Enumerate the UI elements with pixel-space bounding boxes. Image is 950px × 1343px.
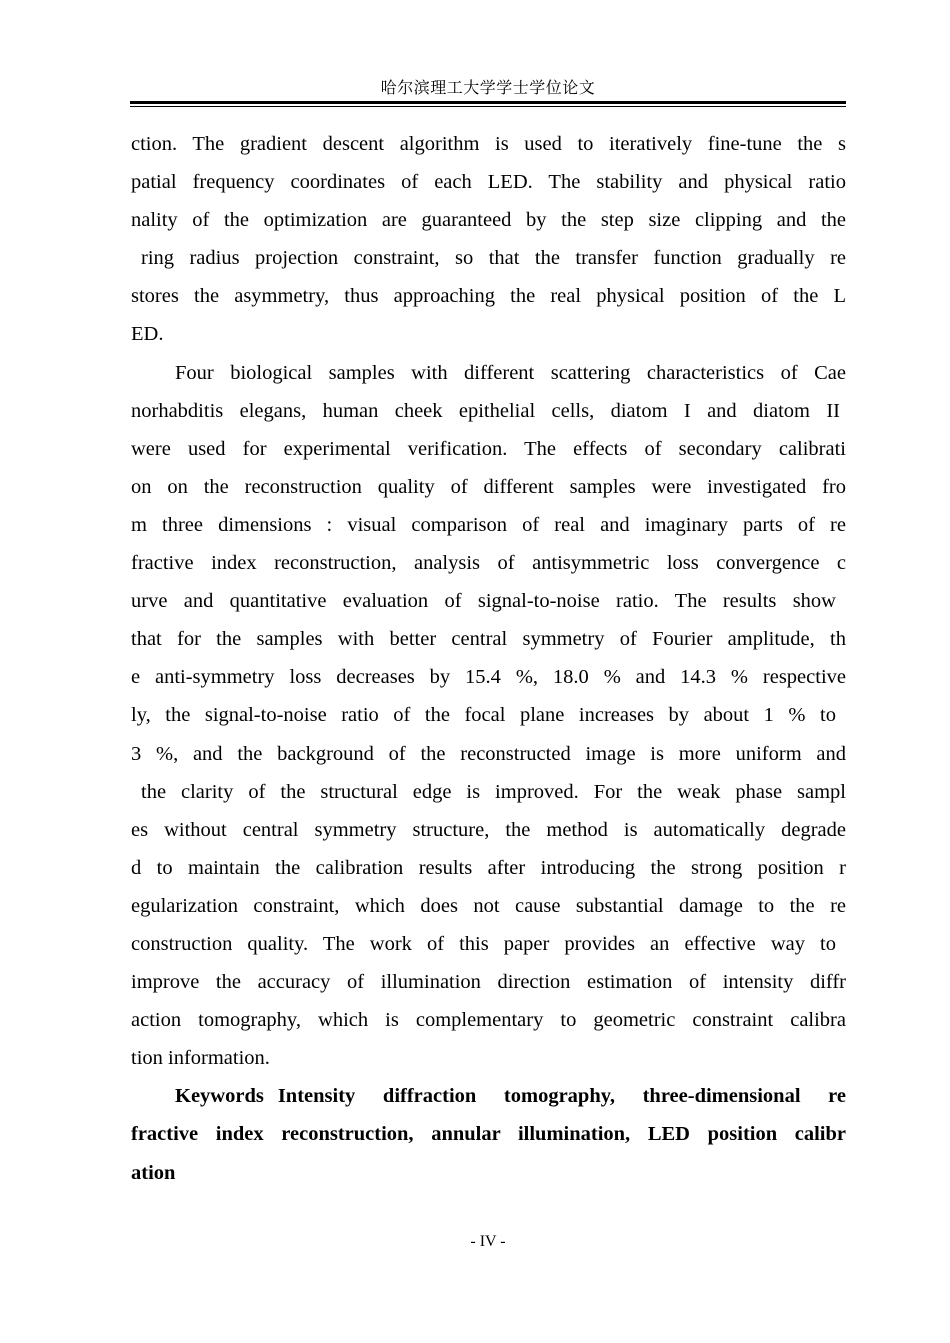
text-line: improve the accuracy of illumination direction estimation of intensity diffr: [131, 971, 846, 994]
text-line: stores the asymmetry, thus approaching the real physical position of the L: [131, 285, 846, 308]
text-line: es without central symmetry structure, the method is automatically degrade: [131, 818, 846, 841]
text-line: Four biological samples with different scattering characteristics of Cae: [175, 361, 846, 384]
abstract-paragraph-2: [131, 354, 846, 1078]
text-line: nality of the optimization are guaranteed by the step size clipping and the: [131, 209, 846, 232]
text-line: e anti-symmetry loss decreases by 15.4 %, 18.0 % and 14.3 % respective: [131, 666, 846, 689]
text-line: the clarity of the structural edge is improved. For the weak phase sampl: [141, 780, 846, 803]
text-line: were used for experimental verification. The effects of secondary calibrati: [131, 437, 846, 460]
text-line: ring radius projection constraint, so that the transfer function gradually re: [141, 247, 846, 270]
text-line: ED.: [131, 323, 164, 346]
header-rule-thin: [130, 106, 846, 107]
text-line: that for the samples with better central symmetry of Fourier amplitude, th: [131, 628, 846, 651]
keywords-line: ation: [131, 1161, 176, 1184]
abstract-body: [131, 125, 846, 1192]
keywords-label: Keywords: [175, 1085, 264, 1108]
header-rule-thick: [130, 101, 846, 104]
text-line: d to maintain the calibration results after introducing the strong position r: [131, 856, 846, 879]
keywords-text: Intensity diffraction tomography, three-dimensional re: [277, 1085, 846, 1108]
text-line: tion information.: [131, 1047, 270, 1070]
keywords-line: [131, 1077, 846, 1115]
text-line: 3 %, and the background of the reconstructed image is more uniform and: [131, 742, 846, 765]
page-number: - IV -: [470, 1233, 506, 1250]
running-header: 哈尔滨理工大学学士学位论文: [380, 78, 596, 97]
text-line: ction. The gradient descent algorithm is used to iteratively fine-tune the s: [131, 133, 846, 155]
keywords-section: [131, 1077, 846, 1191]
text-line: action tomography, which is complementary to geometric constraint calibra: [131, 1009, 846, 1032]
keywords-line: fractive index reconstruction, annular illumination, LED position calibr: [131, 1123, 846, 1146]
text-line: patial frequency coordinates of each LED. The stability and physical ratio: [131, 171, 846, 194]
text-line: on on the reconstruction quality of different samples were investigated fro: [131, 475, 846, 498]
text-line: construction quality. The work of this paper provides an effective way to: [131, 932, 836, 955]
text-line: norhabditis elegans, human cheek epithelial cells, diatom I and diatom II: [131, 399, 840, 422]
text-line: egularization constraint, which does not cause substantial damage to the re: [131, 894, 846, 917]
text-line: m three dimensions : visual comparison of real and imaginary parts of re: [131, 513, 846, 536]
text-line: ly, the signal-to-noise ratio of the focal plane increases by about 1 % to: [131, 704, 836, 727]
text-line: urve and quantitative evaluation of signal-to-noise ratio. The results show: [131, 590, 836, 613]
abstract-paragraph-1: [131, 125, 846, 354]
text-line: fractive index reconstruction, analysis of antisymmetric loss convergence c: [131, 552, 846, 575]
